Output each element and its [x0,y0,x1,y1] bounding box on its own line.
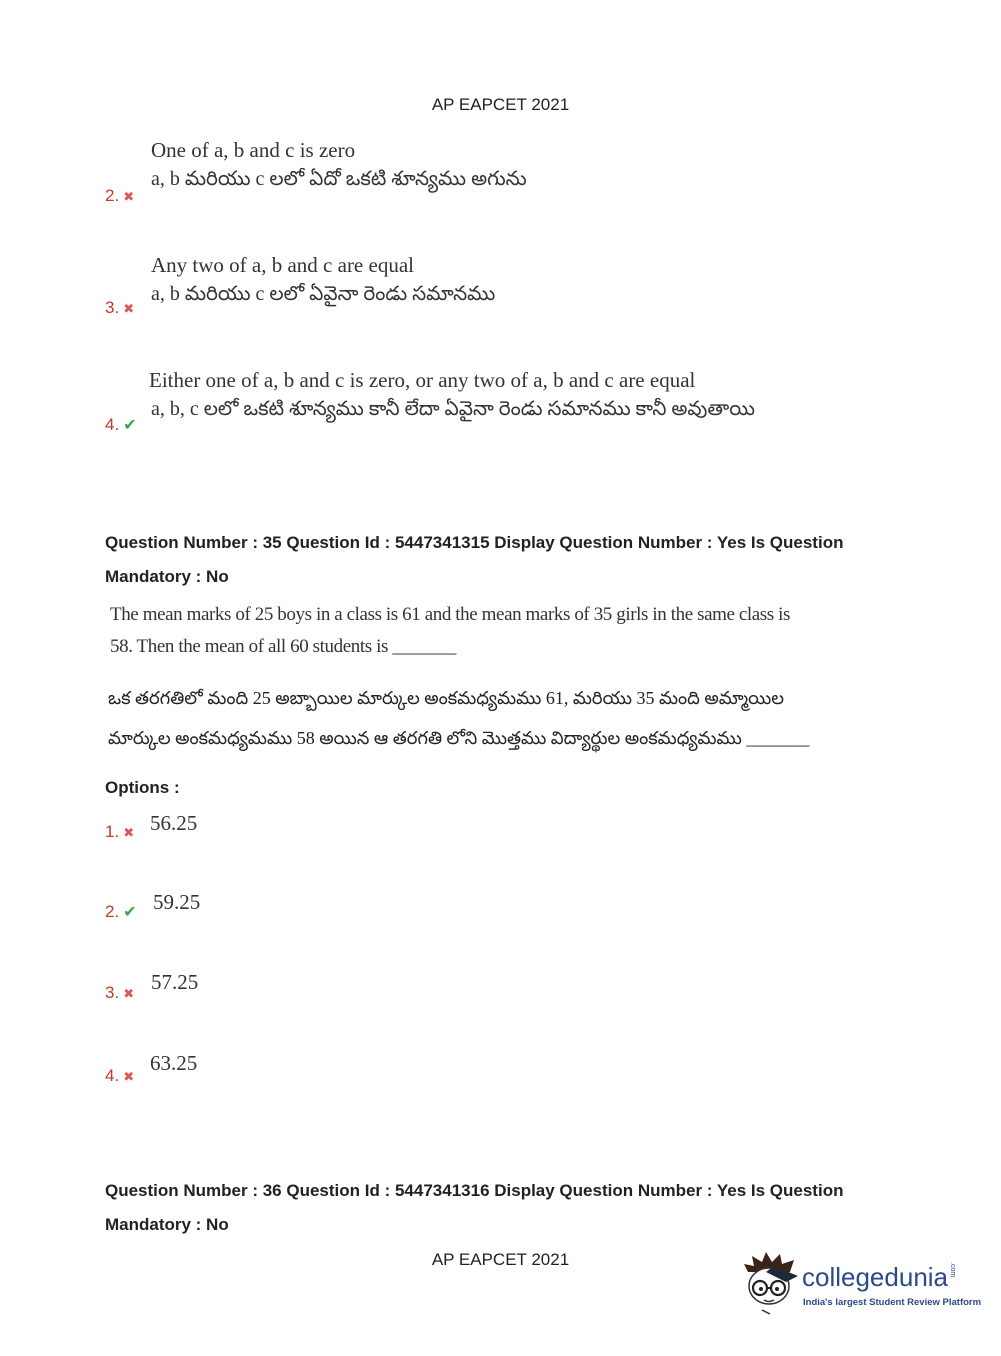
wrong-mark-icon: ✖ [123,986,135,1001]
wrong-mark-icon: ✖ [123,301,135,316]
option-2-english: One of a, b and c is zero [151,138,356,162]
logo-name: collegedunia [802,1262,949,1292]
collegedunia-logo [740,1250,982,1320]
option-number: 4. [105,1066,120,1085]
option-4-label [105,415,137,435]
logo-wordmark [802,1262,956,1293]
options-label: Options : [105,778,180,797]
wrong-mark-icon: ✖ [123,1069,135,1084]
q35-option-3-value: 57.25 [151,970,199,994]
option-3-english: Any two of a, b and c are equal [151,253,414,277]
question-35-meta-line2: Mandatory : No [105,567,229,586]
logo-tagline: India's largest Student Review Platform [803,1297,982,1308]
question-35-meta-line1: Question Number : 35 Question Id : 5447341315 Display Question Number : Yes Is Question [105,533,844,552]
option-3-telugu: a, b మరియు c లలో ఏవైనా రెండు సమానము [151,283,496,305]
q35-option-2-value: 59.25 [153,890,201,914]
page-header: AP EAPCET 2021 [431,95,570,114]
option-number: 2. [105,186,120,205]
option-number: 1. [105,822,120,841]
option-number: 4. [105,415,120,434]
question-35-telugu-line2: మార్కుల అంకమధ్యమము 58 అయిన ఆ తరగతి లోని మొత్తము విద్యార్థుల అంకమధ్యమము _______ [108,728,810,748]
question-35-english-line1: The mean marks of 25 boys in a class is 61 and the mean marks of 35 girls in the same class is [110,604,791,625]
question-35-telugu-line1: ఒక తరగతిలో మంది 25 అబ్బాయిల మార్కుల అంకమధ్యమము 61, మరియు 35 మంది అమ్మాయిల [108,688,785,708]
check-mark-icon: ✔ [123,417,137,434]
q35-option-1-label [105,822,134,842]
q35-option-3-label [105,983,134,1003]
option-4-telugu: a, b, c లలో ఒకటి శూన్యము కానీ లేదా ఏవైనా రెండు సమానము కానీ అవుతాయి [151,398,755,420]
q35-option-1-value: 56.25 [150,811,198,835]
q35-option-4-label [105,1066,134,1086]
question-36-meta-line2: Mandatory : No [105,1215,229,1234]
page-footer: AP EAPCET 2021 [431,1250,570,1269]
option-number: 2. [105,902,120,921]
option-4-english: Either one of a, b and c is zero, or any two of a, b and c are equal [149,368,696,392]
option-number: 3. [105,983,120,1002]
option-2-telugu: a, b మరియు c లలో ఏదో ఒకటి శూన్యము అగును [151,168,527,190]
question-35-english-line2: 58. Then the mean of all 60 students is _______ [110,636,457,657]
option-2-label [105,186,134,206]
option-number: 3. [105,298,120,317]
logo-suffix: .com [949,1262,957,1278]
check-mark-icon: ✔ [123,904,137,921]
mascot-icon [740,1250,802,1316]
q35-option-2-label [105,902,137,922]
question-36-meta-line1: Question Number : 36 Question Id : 5447341316 Display Question Number : Yes Is Question [105,1181,844,1200]
q35-option-4-value: 63.25 [150,1051,198,1075]
wrong-mark-icon: ✖ [123,825,135,840]
wrong-mark-icon: ✖ [123,189,135,204]
option-3-label [105,298,134,318]
